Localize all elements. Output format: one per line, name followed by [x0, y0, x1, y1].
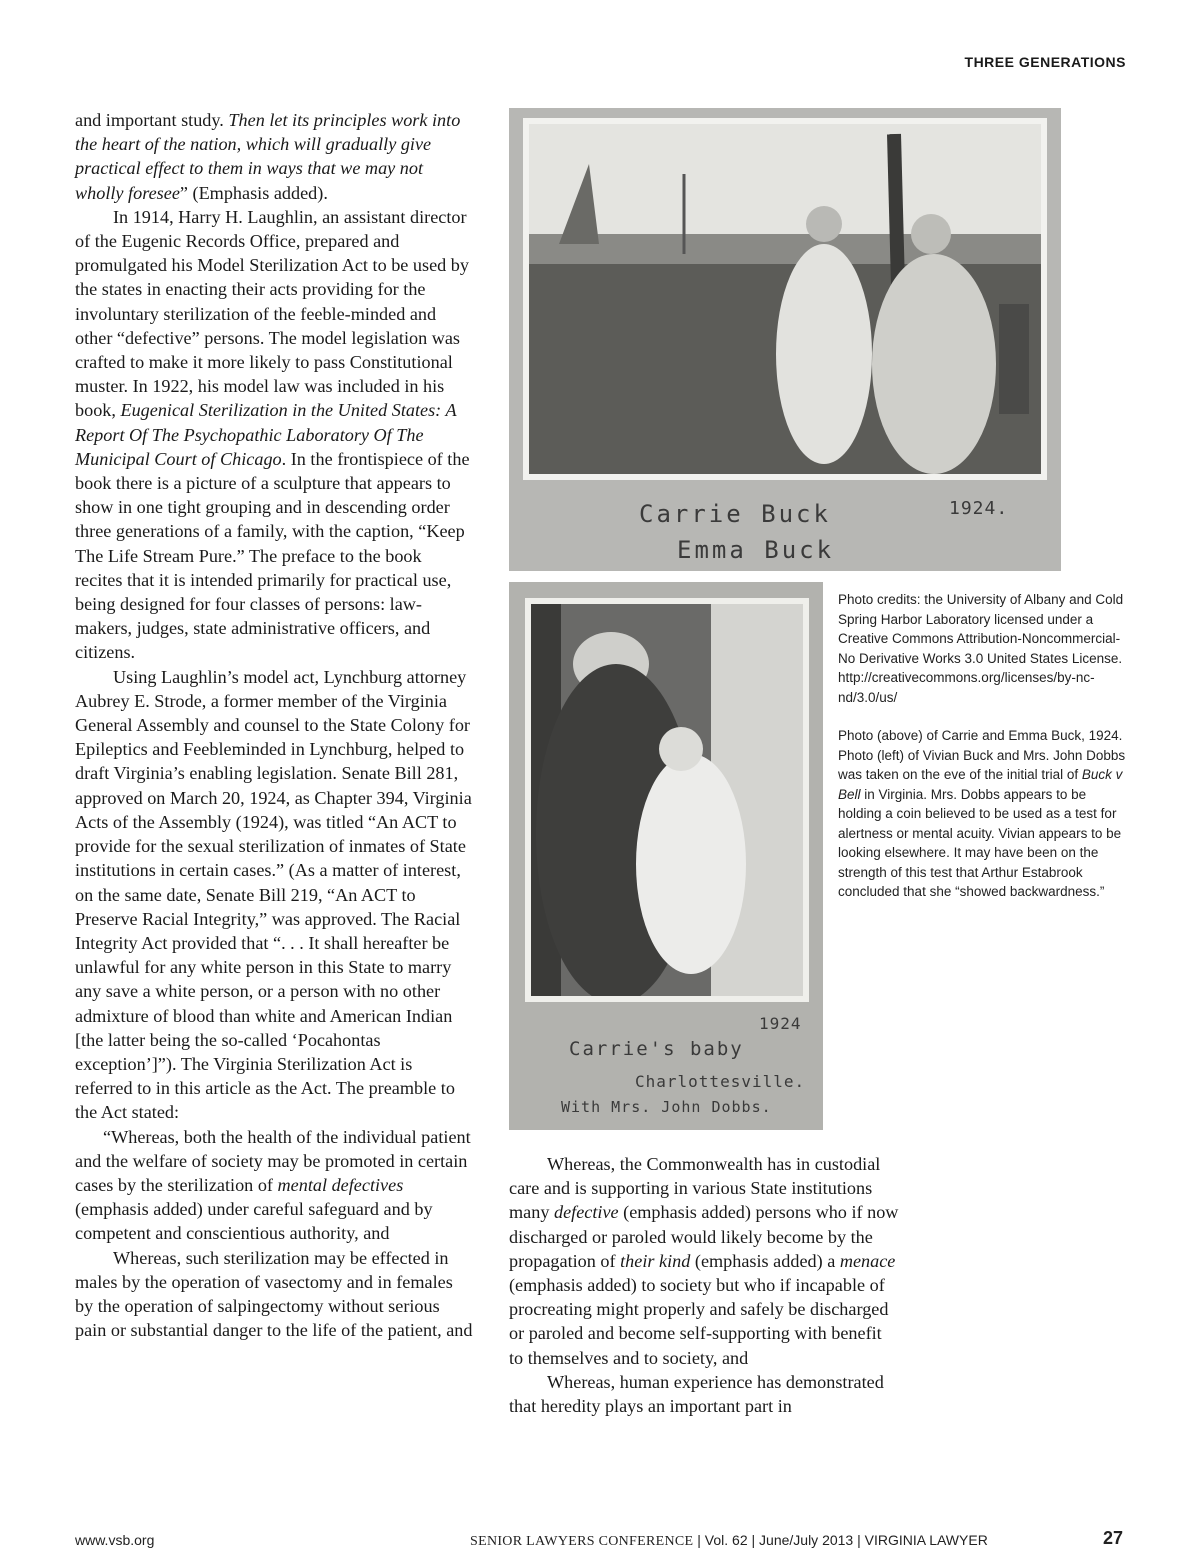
photo-credits: Photo credits: the University of Albany and Cold Spring Harbor Laboratory licensed under a Creative Commons Attribution-Noncommercial-No Derivative Works 3.0 United States License. http://creativecommons.org/licenses/by-nc-nd/3.0/us/ [838, 592, 1124, 705]
section-header: THREE GENERATIONS [964, 54, 1126, 70]
left-text-column [75, 108, 473, 1342]
handwritten-year: 1924. [949, 498, 1009, 519]
text-run: ” (Emphasis added). [179, 182, 328, 203]
emphasis-text: their kind [620, 1250, 691, 1271]
emphasis-text: Then let its principles work into the heart of the nation, which will gradually give practical effect to them in ways that we may not wholly foresee [75, 110, 461, 203]
text-run: “Whereas, both the health of the individual patient and the welfare of society may be promoted in certain cases by the sterilization of [75, 1126, 471, 1195]
paragraph [75, 205, 473, 665]
paragraph [75, 1125, 473, 1246]
photo-carrie-emma-buck [509, 108, 1061, 571]
text-run: (emphasis added) under careful safeguard and by competent and conscientious authority, and [75, 1199, 433, 1244]
footer-publication [470, 1532, 988, 1550]
photo-description [838, 726, 1126, 902]
handwritten-caption-line3: With Mrs. John Dobbs. [561, 1098, 772, 1116]
photo-scene [531, 604, 803, 996]
handwritten-names-line1: Carrie Buck [639, 500, 831, 528]
text-run: . In the frontispiece of the book there is a picture of a sculpture that appears to show in one tight grouping and in descending order three generations of a family, with the caption, “Keep The Life Stream Pure.” The preface to the book recites that it is intended primarily for practical use, being designed for four classes of persons: law-makers, judges, state administrative officers, and citizens. [75, 448, 470, 663]
paragraph [75, 108, 473, 205]
emphasis-text: menace [839, 1250, 896, 1271]
handwritten-caption-line1: Carrie's baby [569, 1038, 744, 1060]
photo-print [523, 118, 1047, 480]
photo-caption [838, 590, 1126, 921]
handwritten-names-line2: Emma Buck [677, 536, 835, 564]
handwritten-caption-line2: Charlottesville. [635, 1072, 806, 1091]
handwritten-year: 1924 [759, 1014, 802, 1033]
text-run: Photo (above) of Carrie and Emma Buck, 1924. Photo (left) of Vivian Buck and Mrs. John Dobbs was taken on the eve of the initial trial of [838, 728, 1126, 782]
book-title: Eugenical Sterilization in the United States: A Report Of The Psychopathic Laboratory Of The Municipal Court of Chicago [75, 400, 457, 469]
footer-url[interactable]: www.vsb.org [75, 1532, 155, 1548]
right-text-column [509, 1152, 899, 1418]
footer-issue: | Vol. 62 | June/July 2013 | VIRGINIA LAWYER [693, 1532, 988, 1548]
paragraph: Whereas, such sterilization may be effected in males by the operation of vasectomy and in females by the operation of salpingectomy without serious pain or substantial danger to the life of the patient, and [75, 1247, 473, 1341]
text-run: in Virginia. Mrs. Dobbs appears to be holding a coin believed to be used as a test for alertness or mental acuity. Vivian appears to be looking elsewhere. It may have been on the strength of this test that Arthur Estabrook concluded that she “showed backwardness.” [838, 786, 1122, 899]
text-run: (emphasis added) a [690, 1250, 840, 1271]
paragraph [509, 1152, 899, 1370]
emphasis-text: defective [553, 1202, 619, 1223]
emphasis-text: mental defectives [277, 1174, 404, 1195]
paragraph: Whereas, human experience has demonstrated that heredity plays an important part in [509, 1371, 884, 1417]
text-run: In 1914, Harry H. Laughlin, an assistant director of the Eugenic Records Office, prepared and promulgated his Model Sterilization Act to be used by the states in enacting their acts providing for the involuntary sterilization of the feeble-minded and other “defective” persons. The model legislation was crafted to make it more likely to pass Constitutional muster. In 1922, his model law was included in his book, [75, 206, 469, 421]
photo-print [525, 598, 809, 1002]
text-run: (emphasis added) to society but who if incapable of procreating might properly and safely be discharged or paroled and become self-supporting with benefit to themselves and to society, and [509, 1275, 889, 1368]
case-name: Buck v Bell [838, 767, 1123, 802]
paragraph: Using Laughlin’s model act, Lynchburg attorney Aubrey E. Strode, a former member of the Virginia General Assembly and counsel to the State Colony for Epileptics and Feebleminded in Lynchburg, helped to draft Virginia’s enabling legislation. Senate Bill 281, approved on March 20, 1924, as Chapter 394, Virginia Acts of the Assembly (1924), was titled “An ACT to provide for the sexual sterilization of inmates of State institutions in certain cases.” (As a matter of interest, on the same date, Senate Bill 219, “An ACT to Preserve Racial Integrity,” was approved. The Racial Integrity Act provided that “. . . It shall hereafter be unlawful for any white person in this State to marry any save a white person, or a person with no other admixture of blood than white and American Indian [the latter being the so-called ‘Pocahontas exception’]”). The Virginia Sterilization Act is referred to in this article as the Act. The preamble to the Act stated: [75, 666, 472, 1123]
text-run: (emphasis added) persons who if now discharged or paroled would likely become by the propagation of [509, 1202, 899, 1271]
footer-conference: SENIOR LAWYERS CONFERENCE [470, 1534, 694, 1549]
text-run: and important study. [75, 110, 229, 130]
text-run: Whereas, the Commonwealth has in custodial care and is supporting in various State institutions many [509, 1154, 881, 1223]
page-number: 27 [1103, 1528, 1124, 1548]
photo-scene [529, 124, 1041, 474]
photo-vivian-buck-mrs-dobbs [509, 582, 823, 1130]
